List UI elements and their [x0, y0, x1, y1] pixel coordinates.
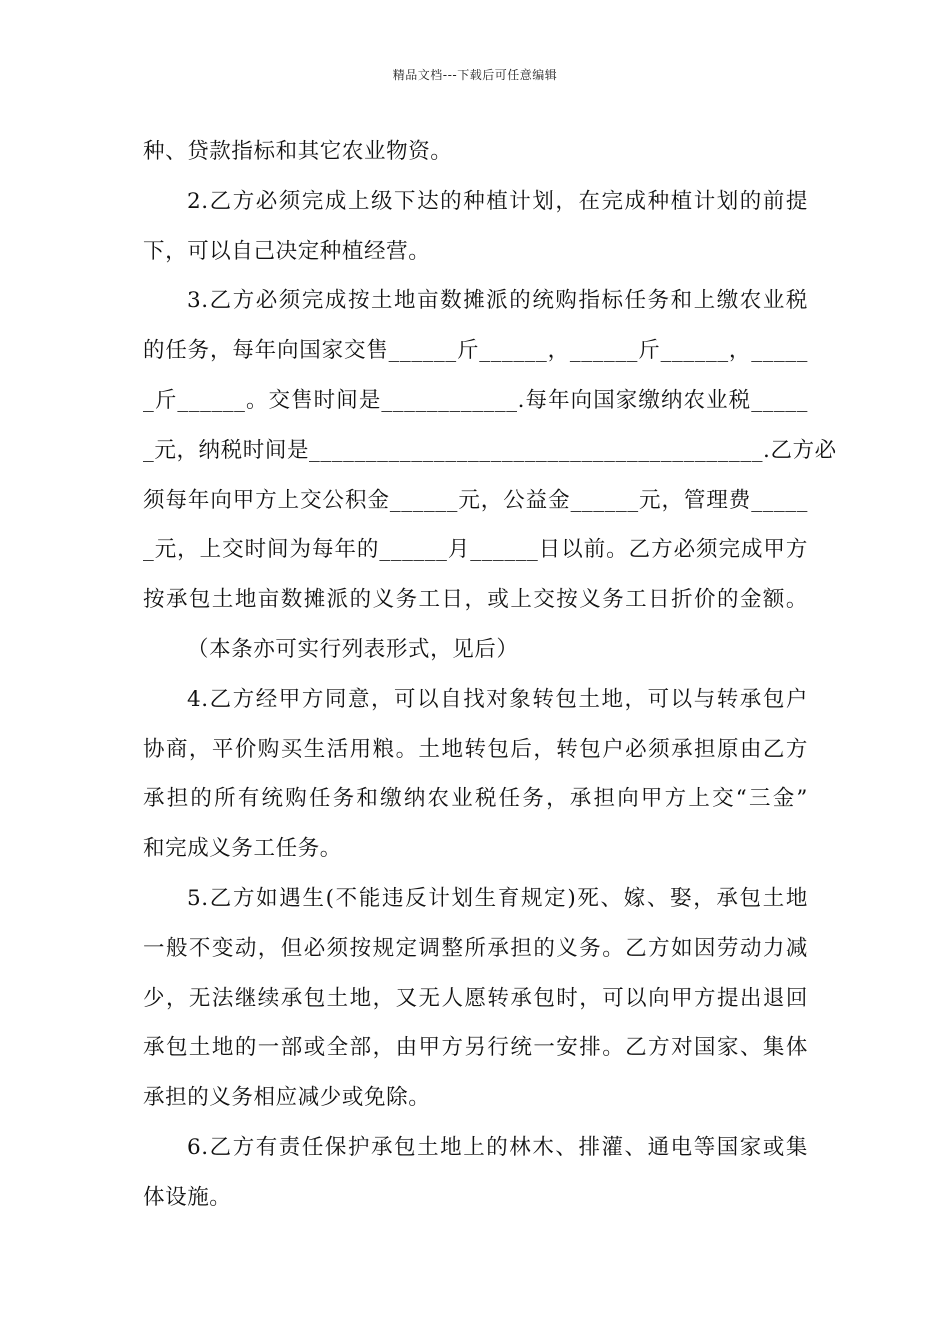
text-line: 协商，平价购买生活用粮。土地转包后，转包户必须承担原由乙方 [143, 736, 808, 762]
text-line: _斤______。交售时间是____________.每年向国家缴纳农业税_____ [143, 387, 808, 413]
text-line: 体设施。 [143, 1184, 232, 1210]
text-line: 下，可以自己决定种植经营。 [143, 238, 431, 264]
text-line: 按承包土地亩数摊派的义务工日，或上交按义务工日折价的金额。 [143, 587, 808, 613]
text-line: 少，无法继续承包土地，又无人愿转承包时，可以向甲方提出退回 [143, 985, 808, 1011]
text-line: 一般不变动，但必须按规定调整所承担的义务。乙方如因劳动力减 [143, 935, 808, 961]
text-line: 2.乙方必须完成上级下达的种植计划，在完成种植计划的前提 [187, 188, 808, 214]
text-line: 5.乙方如遇生(不能违反计划生育规定)死、嫁、娶，承包土地 [187, 885, 808, 911]
text-line: 承包土地的一部或全部，由甲方另行统一安排。乙方对国家、集体 [143, 1035, 808, 1061]
text-line: 4.乙方经甲方同意，可以自找对象转包土地，可以与转承包户 [187, 686, 808, 712]
page-header: 精品文档---下载后可任意编辑 [392, 68, 558, 82]
text-line: 承担的所有统购任务和缴纳农业税任务，承担向甲方上交“三金” [143, 786, 808, 812]
text-line: 的任务，每年向国家交售______斤______，______斤______，_____ [143, 338, 808, 364]
text-line: 和完成义务工任务。 [143, 836, 342, 862]
text-line: _元，纳税时间是________________________________________.乙方必 [143, 437, 837, 463]
text-line: _元，上交时间为每年的______月______日以前。乙方必须完成甲方 [143, 537, 808, 563]
text-line: 须每年向甲方上交公积金______元，公益金______元，管理费_____ [143, 487, 808, 513]
text-line: 3.乙方必须完成按土地亩数摊派的统购指标任务和上缴农业税 [187, 288, 808, 314]
text-line: 6.乙方有责任保护承包土地上的林木、排灌、通电等国家或集 [187, 1134, 808, 1160]
text-line: 承担的义务相应减少或免除。 [143, 1085, 431, 1111]
document-body [143, 127, 837, 1223]
text-line: （本条亦可实行列表形式，见后） [187, 636, 519, 662]
text-line: 种、贷款指标和其它农业物资。 [143, 139, 453, 164]
